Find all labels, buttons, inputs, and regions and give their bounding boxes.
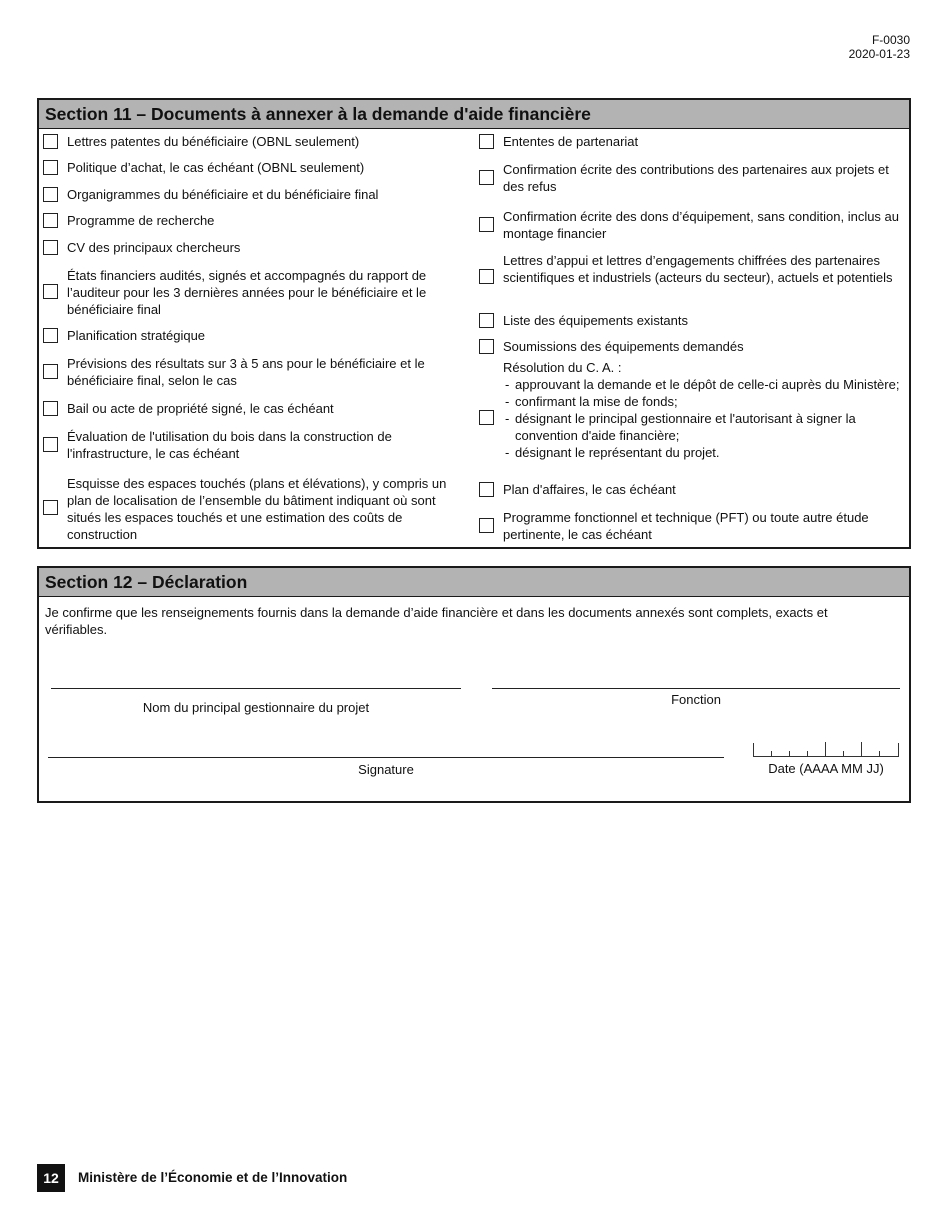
checkbox[interactable] bbox=[43, 134, 58, 149]
checklist-label: Confirmation écrite des contributions des partenaires aux projets et des refus bbox=[503, 162, 889, 194]
resolution-point: - confirmant la mise de fonds; bbox=[503, 393, 909, 410]
name-line[interactable] bbox=[51, 688, 461, 689]
checklist-label: Évaluation de l'utilisation du bois dans la construction de l'infrastructure, le cas échéant bbox=[67, 429, 392, 461]
form-code-block bbox=[849, 33, 910, 61]
checkbox[interactable] bbox=[43, 437, 58, 452]
function-label: Fonction bbox=[671, 692, 721, 707]
checkbox[interactable] bbox=[43, 364, 58, 379]
checkbox[interactable] bbox=[43, 240, 58, 255]
checkbox[interactable] bbox=[479, 482, 494, 497]
checkbox[interactable] bbox=[43, 500, 58, 515]
checkbox[interactable] bbox=[479, 410, 494, 425]
checklist-label: CV des principaux chercheurs bbox=[67, 240, 241, 255]
checklist-label: Planification stratégique bbox=[67, 328, 206, 343]
ministry-name: Ministère de l’Économie et de l’Innovation bbox=[78, 1170, 348, 1185]
section-12-title: Section 12 – Déclaration bbox=[39, 568, 909, 597]
section-11 bbox=[37, 98, 911, 549]
checklist-label: Programme fonctionnel et technique (PFT) ou toute autre étude pertinente, le cas échéant bbox=[503, 510, 869, 542]
checklist-label: Plan d'affaires, le cas échéant bbox=[503, 482, 676, 497]
checklist-label: Liste des équipements existants bbox=[503, 313, 688, 328]
resolution-points bbox=[503, 376, 909, 461]
declaration-text: Je confirme que les renseignements fournis dans la demande d’aide financière et dans les documents annexés sont complets, exacts et vérifiables. bbox=[45, 605, 828, 637]
checkbox[interactable] bbox=[479, 170, 494, 185]
checkbox[interactable] bbox=[479, 269, 494, 284]
resolution-title: Résolution du C. A. : bbox=[503, 360, 622, 375]
name-label: Nom du principal gestionnaire du projet bbox=[142, 700, 370, 715]
checklist-label: Organigrammes du bénéficiaire et du bénéficiaire final bbox=[67, 187, 379, 202]
checkbox[interactable] bbox=[479, 339, 494, 354]
resolution-point: - désignant le représentant du projet. bbox=[503, 444, 909, 461]
checklist-label: Prévisions des résultats sur 3 à 5 ans pour le bénéficiaire et le bénéficiaire final, selon le cas bbox=[67, 356, 425, 388]
function-line[interactable] bbox=[492, 688, 900, 689]
date-field[interactable] bbox=[753, 743, 899, 757]
checklist-label: Lettres d’appui et lettres d’engagements chiffrées des partenaires scientifiques et industriels (acteurs du secteur), actuels et potentiels bbox=[503, 253, 893, 285]
checkbox[interactable] bbox=[43, 328, 58, 343]
signature-line[interactable] bbox=[48, 757, 724, 758]
checklist-label: Politique d’achat, le cas échéant (OBNL seulement) bbox=[67, 160, 365, 175]
resolution-point: - désignant le principal gestionnaire et l'autorisant à signer la convention d'aide financière; bbox=[503, 410, 909, 444]
checklist-label: Programme de recherche bbox=[67, 213, 215, 228]
checkbox[interactable] bbox=[43, 401, 58, 416]
checklist-label: Lettres patentes du bénéficiaire (OBNL seulement) bbox=[67, 134, 360, 149]
checklist-label: Soumissions des équipements demandés bbox=[503, 339, 744, 354]
form-number: F-0030 bbox=[871, 33, 910, 47]
checklist-label: Ententes de partenariat bbox=[503, 134, 639, 149]
checkbox[interactable] bbox=[43, 187, 58, 202]
checklist-label: États financiers audités, signés et accompagnés du rapport de l’auditeur pour les 3 dernières années pour le bénéficiaire et le bénéficiaire final bbox=[67, 268, 427, 317]
checklist-label: Esquisse des espaces touchés (plans et élévations), y compris un plan de localisation de l’ensemble du bâtiment indiquant où sont situés les espaces touchés et une estimation des coûts de construction bbox=[67, 476, 447, 542]
checklist-label: Bail ou acte de propriété signé, le cas échéant bbox=[67, 401, 334, 416]
checkbox[interactable] bbox=[479, 217, 494, 232]
page-number: 12 bbox=[37, 1164, 65, 1192]
signature-label: Signature bbox=[358, 762, 414, 777]
checkbox[interactable] bbox=[479, 313, 494, 328]
date-label: Date (AAAA MM JJ) bbox=[768, 761, 884, 776]
checklist-label: Confirmation écrite des dons d’équipement, sans condition, inclus au montage financier bbox=[503, 209, 900, 241]
resolution-point: - approuvant la demande et le dépôt de celle-ci auprès du Ministère; bbox=[503, 376, 909, 393]
checkbox[interactable] bbox=[479, 134, 494, 149]
checkbox[interactable] bbox=[479, 518, 494, 533]
checkbox[interactable] bbox=[43, 284, 58, 299]
form-version-date: 2020-01-23 bbox=[848, 47, 910, 61]
section-11-title: Section 11 – Documents à annexer à la demande d'aide financière bbox=[39, 100, 909, 129]
checkbox[interactable] bbox=[43, 160, 58, 175]
checkbox[interactable] bbox=[43, 213, 58, 228]
section-12 bbox=[37, 566, 911, 803]
